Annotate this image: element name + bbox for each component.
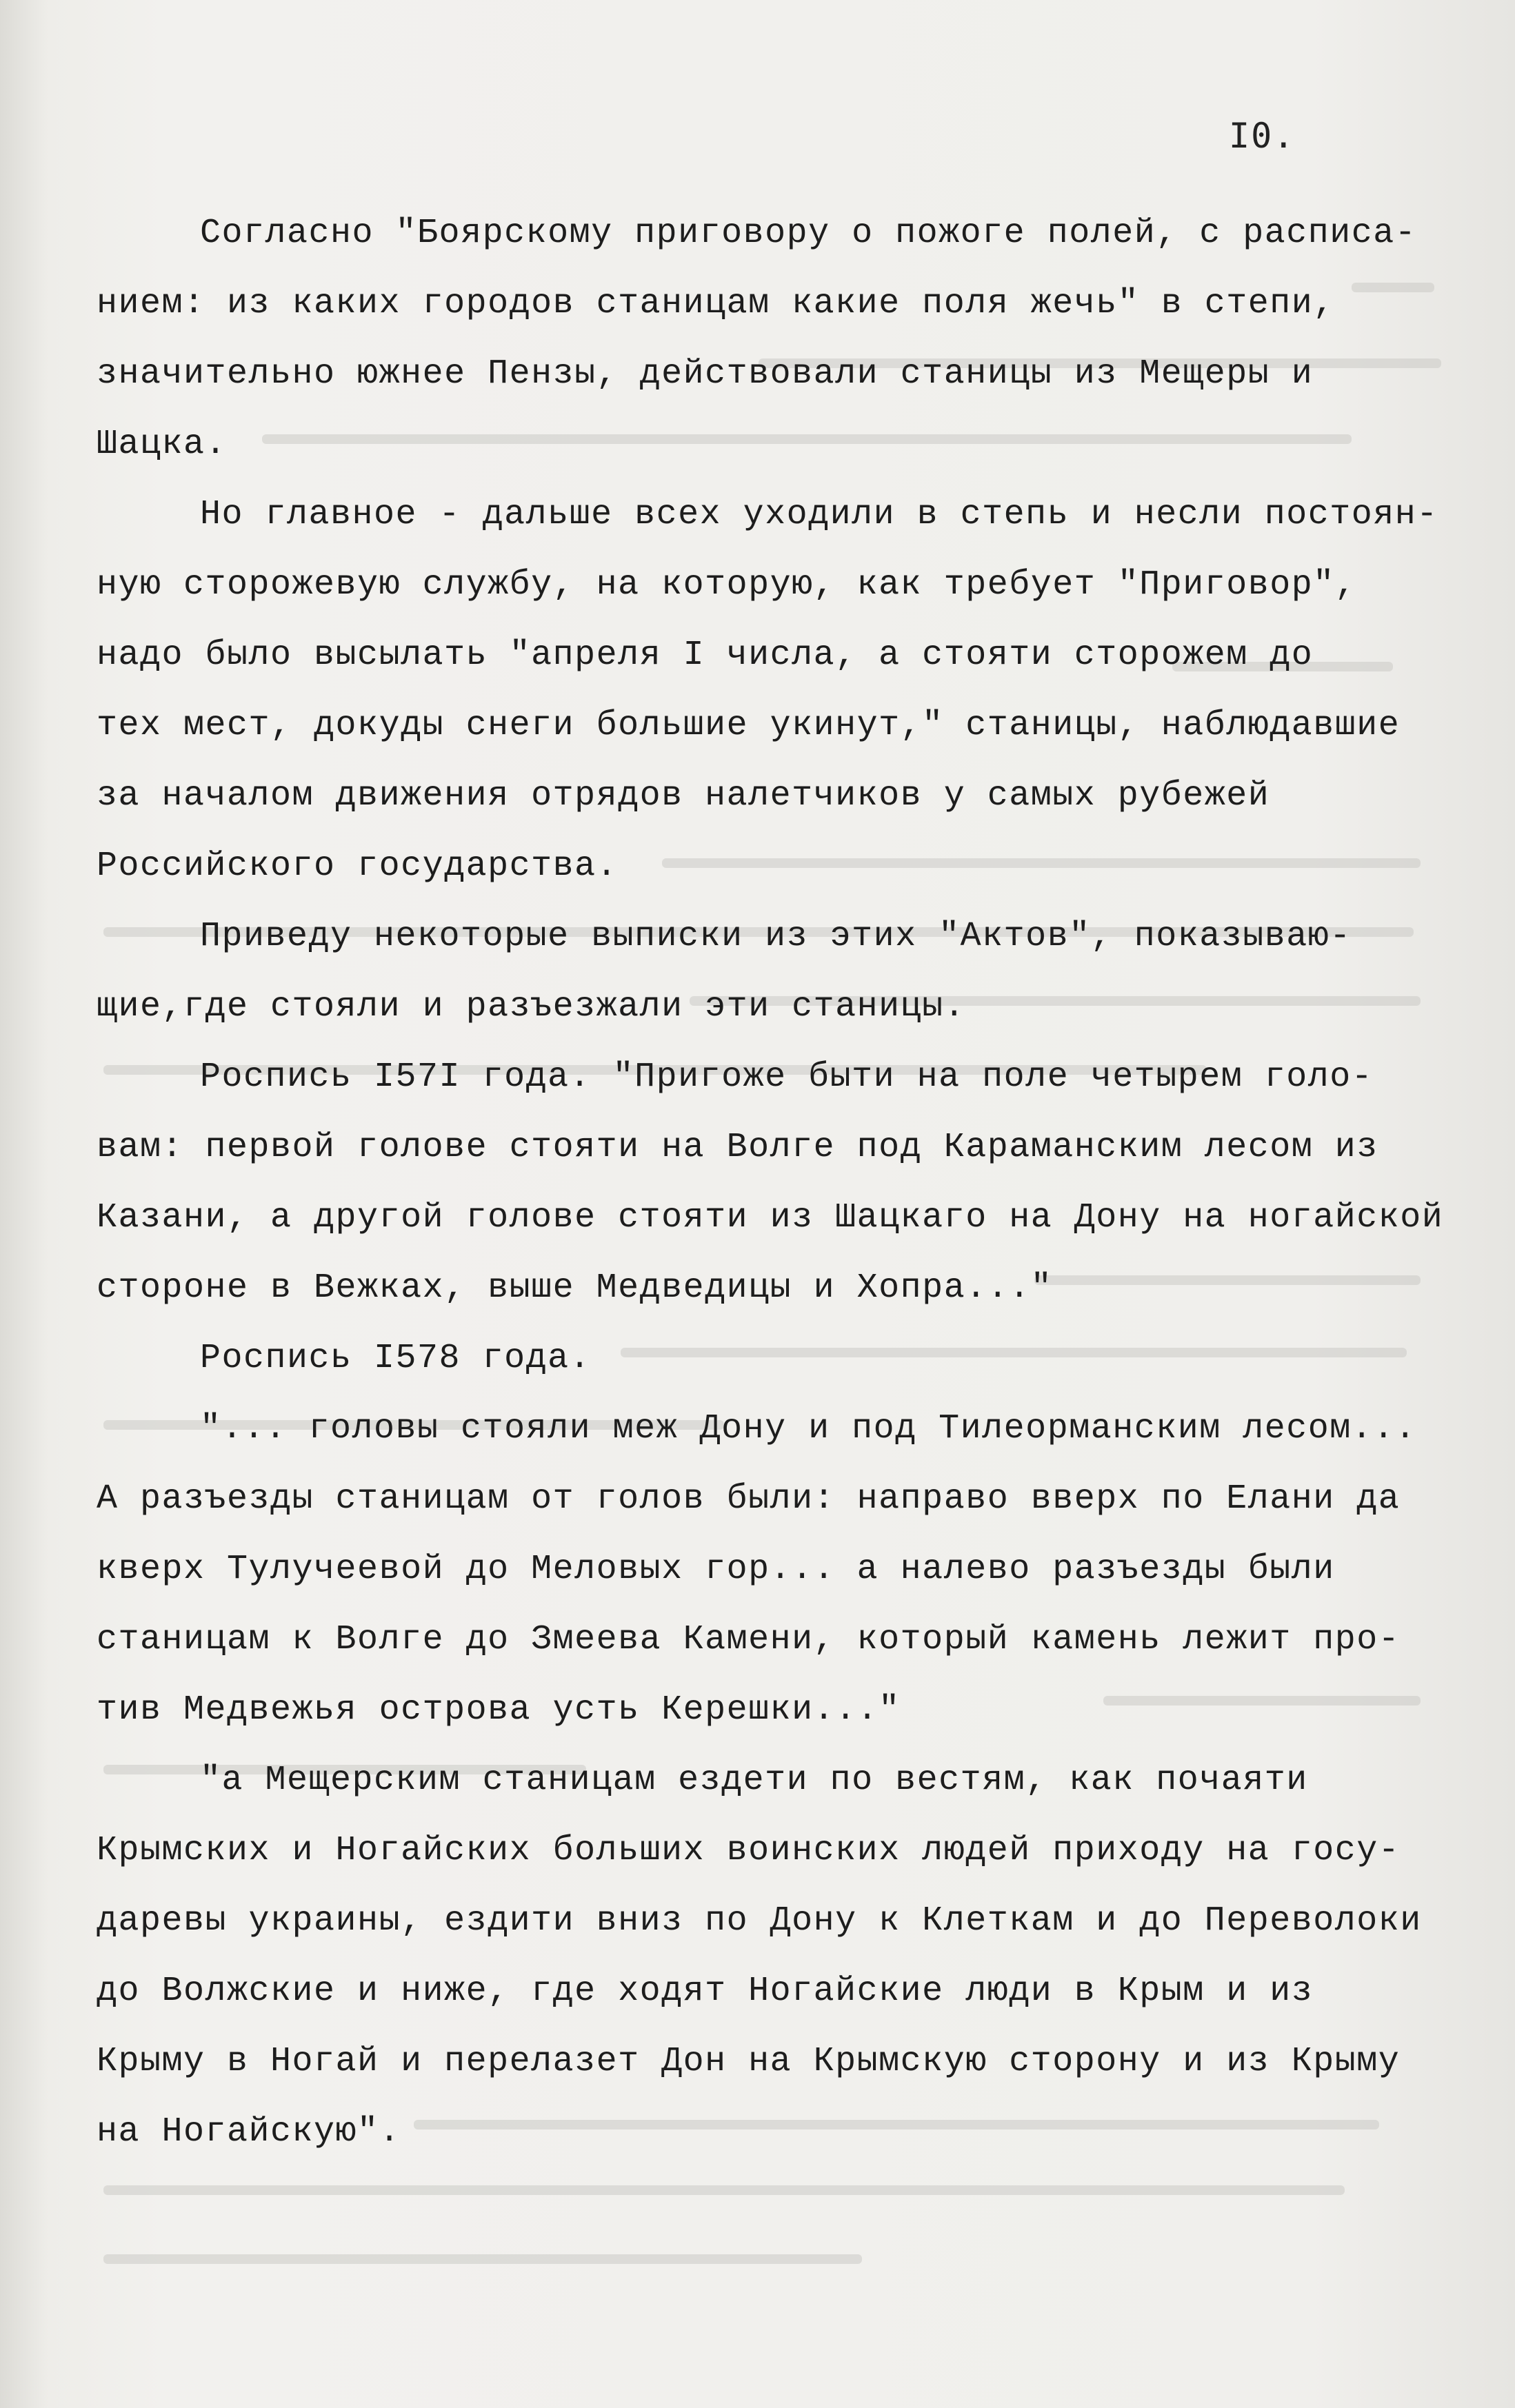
text-line: Шацка. bbox=[97, 425, 228, 464]
body-text bbox=[97, 199, 1448, 2167]
text-line: кверх Тулучеевой до Меловых гор... а налево разъезды были bbox=[97, 1550, 1335, 1589]
text-line: "а Мещерским станицам ездети по вестям, как почаяти bbox=[200, 1761, 1308, 1800]
text-line: тех мест, докуды снеги большие укинут," станицы, наблюдавшие bbox=[97, 706, 1401, 745]
text-line: надо было высылать "апреля I числа, а стояти сторожем до bbox=[97, 636, 1314, 675]
text-line: Роспись I57I года. "Пригоже быти на поле четырем голо- bbox=[200, 1058, 1374, 1097]
text-line: А разъезды станицам от голов были: направо вверх по Елани да bbox=[97, 1479, 1401, 1519]
text-line: даревы украины, ездити вниз по Дону к Клеткам и до Переволоки bbox=[97, 1901, 1422, 1941]
text-line: Казани, а другой голове стояти из Шацкаго на Дону на ногайской bbox=[97, 1198, 1444, 1237]
text-line: Приведу некоторые выписки из этих "Актов", показываю- bbox=[200, 917, 1352, 956]
text-line: ную сторожевую службу, на которую, как требует "Приговор", bbox=[97, 565, 1357, 605]
text-line: на Ногайскую". bbox=[97, 2112, 401, 2152]
text-line: Российского государства. bbox=[97, 847, 619, 886]
page-number: I0. bbox=[1229, 116, 1296, 156]
text-line: тив Медвежья острова усть Керешки..." bbox=[97, 1690, 901, 1730]
text-line: Согласно "Боярскому приговору о пожоге полей, с расписа- bbox=[200, 214, 1417, 253]
text-line: Крыму в Ногай и перелазет Дон на Крымскую сторону и из Крыму bbox=[97, 2042, 1401, 2081]
text-line: до Волжские и ниже, где ходят Ногайские люди в Крым и из bbox=[97, 1972, 1314, 2011]
text-line: станицам к Волге до Змеева Камени, который камень лежит про- bbox=[97, 1620, 1401, 1659]
text-line: Но главное - дальше всех уходили в степь и несли постоян- bbox=[200, 495, 1438, 534]
text-line: Крымских и Ногайских больших воинских людей приходу на госу- bbox=[97, 1831, 1401, 1870]
text-line: нием: из каких городов станицам какие поля жечь" в степи, bbox=[97, 284, 1335, 323]
text-line: Роспись I578 года. bbox=[200, 1339, 592, 1378]
text-line: вам: первой голове стояти на Волге под Караманским лесом из bbox=[97, 1128, 1378, 1167]
text-line: значительно южнее Пензы, действовали станицы из Мещеры и bbox=[97, 354, 1314, 394]
text-line: стороне в Вежках, выше Медведицы и Хопра..." bbox=[97, 1268, 1053, 1308]
text-line: щие,где стояли и разъезжали эти станицы. bbox=[97, 987, 966, 1026]
text-line: "... головы стояли меж Дону и под Тилеорманским лесом... bbox=[200, 1409, 1417, 1448]
text-line: за началом движения отрядов налетчиков у самых рубежей bbox=[97, 776, 1270, 816]
